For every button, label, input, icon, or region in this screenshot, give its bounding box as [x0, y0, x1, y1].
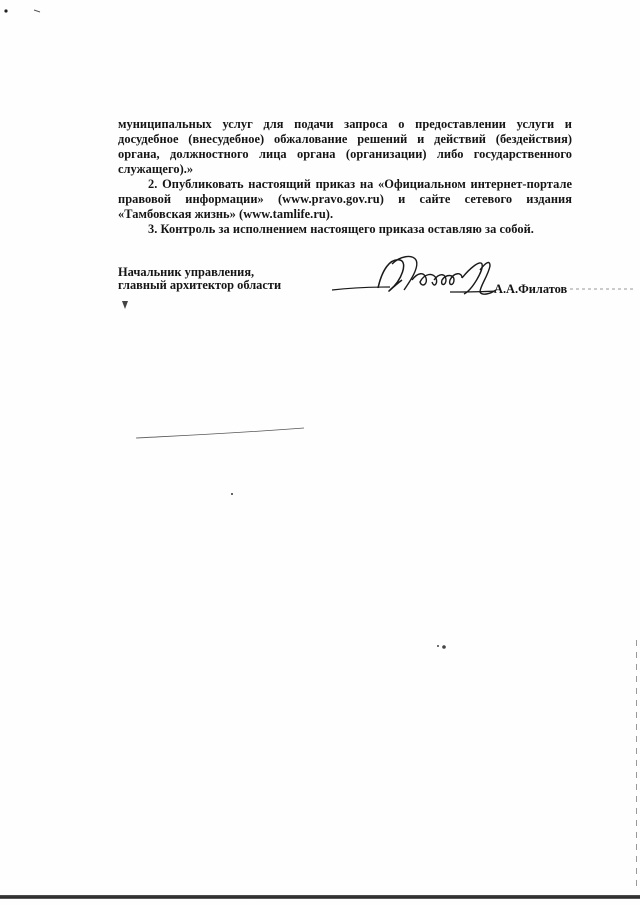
signature-underline-dashes	[570, 285, 640, 295]
signatory-position	[118, 266, 298, 292]
document-body	[118, 117, 572, 237]
signatory-name: А.А.Филатов	[494, 282, 568, 296]
scan-right-edge	[636, 640, 637, 890]
scan-stray-line	[134, 424, 314, 444]
scan-speck-center	[227, 489, 237, 499]
scan-speck-top-left	[0, 0, 60, 20]
paragraph-continuation: муниципальных услуг для подачи запроса о предоставлении услуги и досудебное (внесудебное) обжалование решений и действий (бездействия) органа, должностного лица органа (организации) либо государственного служащего).»	[118, 117, 572, 176]
scan-bottom-edge	[0, 895, 640, 899]
signatory-position-line1: Начальник управления,	[118, 265, 255, 279]
scan-speck-right	[432, 640, 462, 654]
scan-mark-under-signatory	[120, 298, 132, 312]
paragraph-publish: 2. Опубликовать настоящий приказ на «Официальном интернет-портале правовой информации» (www.pravo.gov.ru) и сайте сетевого издания «Тамбовская жизнь» (www.tamlife.ru).	[118, 177, 572, 221]
signatory-position-line2: главный архитектор области	[118, 278, 282, 292]
paragraph-control: 3. Контроль за исполнением настоящего приказа оставляю за собой.	[148, 222, 534, 236]
handwritten-signature	[330, 250, 580, 310]
